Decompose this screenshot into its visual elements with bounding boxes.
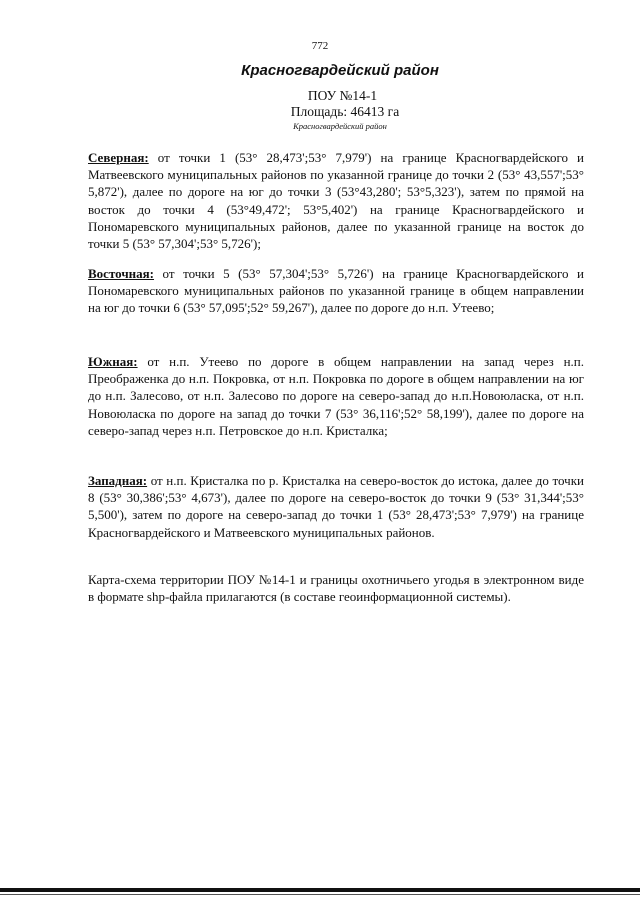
area-line: Площадь: 46413 га bbox=[290, 104, 400, 119]
footer-rule-thin bbox=[0, 894, 640, 895]
east-boundary-text: от точки 5 (53° 57,304';53° 5,726') на границе Красногвардейского и Пономаревского муниципальных районов по указанной границе в общем направлении на юг до точки 6 (53° 57,095';52° 59,267'), далее по дороге до н.п. Утеево; bbox=[88, 266, 584, 316]
west-boundary-text: от н.п. Кристалка по р. Кристалка на северо-восток до истока, далее до точки 8 (53° 30,386';53° 4,673'), далее по дороге на северо-восток до точки 9 (53° 31,344';53° 5,500'), затем по дороге на северо-запад до точки 1 (53° 28,473';53° 7,979') на границе Красногвардейского и Матвеевского муниципальных районов. bbox=[88, 473, 584, 540]
south-boundary-section bbox=[88, 353, 584, 439]
east-boundary-title: Восточная: bbox=[88, 266, 155, 281]
district-title: Красногвардейский район bbox=[241, 62, 439, 79]
east-boundary-section bbox=[88, 265, 584, 317]
north-boundary-title: Северная: bbox=[88, 150, 149, 165]
pou-number: ПОУ №14-1 bbox=[307, 88, 378, 103]
north-boundary-text: от точки 1 (53° 28,473';53° 7,979') на границе Красногвардейского и Матвеевского муниципальных районов по указанной границе до точки 2 (53° 43,557';53° 5,872'), далее по дороге на юг до точки 3 (53°43,280'; 53°5,323'), затем по прямой на восток до точки 4 (53°49,472'; 53°5,402') на границе Красногвардейского и Пономаревского муниципальных районов, далее по указанной границе на восток до точки 5 (53° 57,304';53° 5,726'); bbox=[88, 150, 584, 252]
footer-rule bbox=[0, 888, 640, 892]
west-boundary-section bbox=[88, 472, 584, 541]
page-number: 772 bbox=[311, 40, 329, 52]
west-boundary-title: Западная: bbox=[88, 473, 148, 488]
south-boundary-text: от н.п. Утеево по дороге в общем направлении на запад через н.п. Преображенка до н.п. Покровка, от н.п. Покровка по дороге в общем направлении на юг до н.п. Залесово, от н.п. Залесово по дороге на северо-запад до н.п.Новоюласка, от н.п. Новоюласка по дороге на запад до точки 7 (53° 36,116';52° 58,199'), далее по дороге на северо-запад через н.п. Петровское до н.п. Кристалка; bbox=[88, 354, 584, 438]
south-boundary-title: Южная: bbox=[88, 354, 138, 369]
district-subtitle: Красногвардейский район bbox=[293, 121, 387, 131]
north-boundary-section bbox=[88, 149, 584, 252]
map-note: Карта-схема территории ПОУ №14-1 и границы охотничьего угодья в электронном виде в формате shp-файла прилагаются (в составе геоинформационной системы). bbox=[88, 572, 584, 605]
